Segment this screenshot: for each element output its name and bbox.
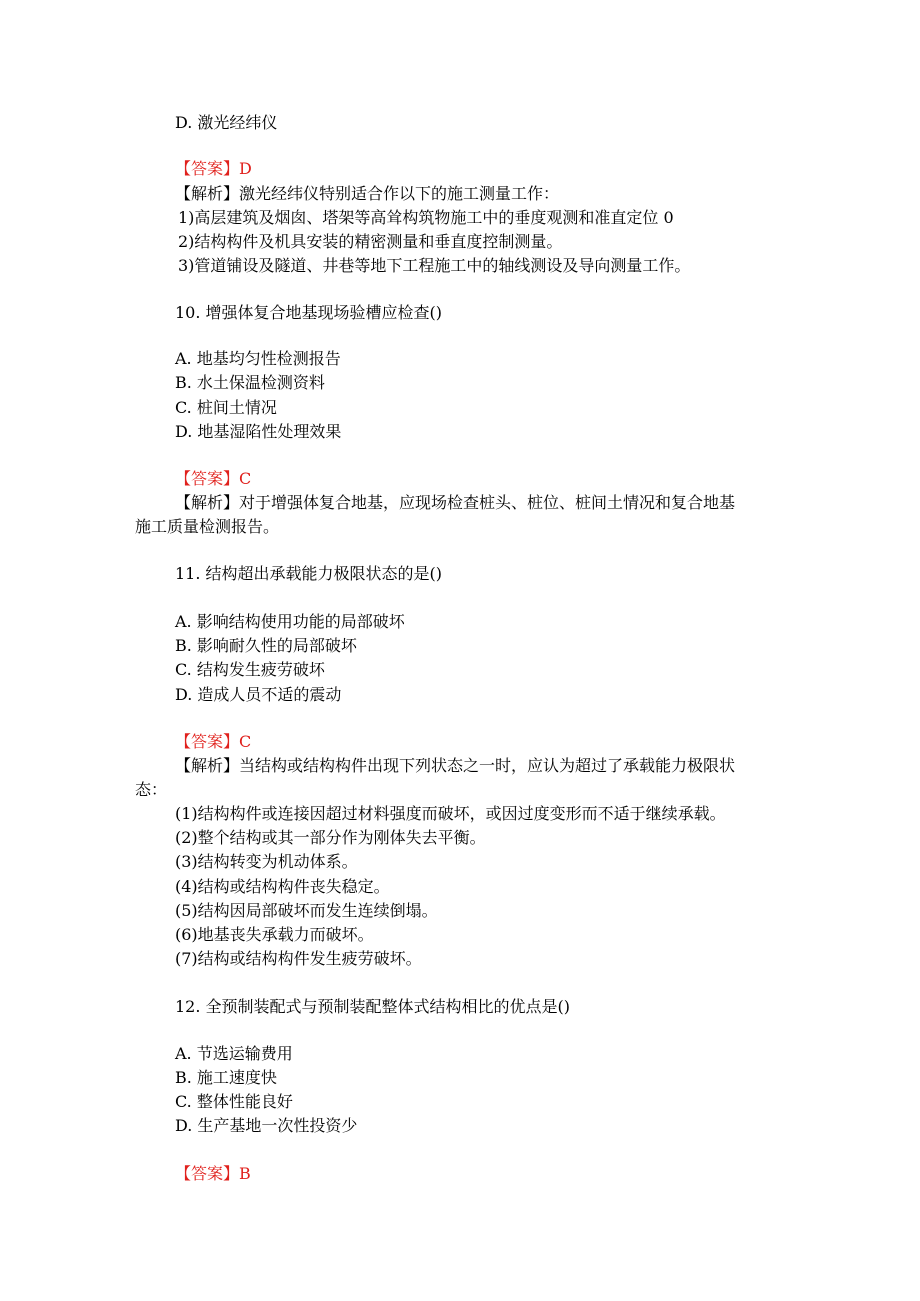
option-a: A. 影响结构使用功能的局部破坏 [175,612,405,631]
analysis-item: 3)管道铺设及隧道、井巷等地下工程施工中的轴线测设及导向测量工作。 [178,256,691,275]
analysis-item: (3)结构转变为机动体系。 [175,852,358,871]
question-title: 12. 全预制装配式与预制装配整体式结构相比的优点是() [175,997,571,1016]
analysis-text: 【解析】激光经纬仪特别适合作以下的施工测量工作： [175,184,560,203]
analysis-text: 【解析】当结构或结构构件出现下列状态之一时，应认为超过了承载能力极限状 [175,756,736,775]
analysis-item: 1)高层建筑及烟囱、塔架等高耸构筑物施工中的垂度观测和准直定位 0 [178,208,674,227]
analysis-text: 【解析】对于增强体复合地基，应现场检查桩头、桩位、桩间土情况和复合地基 [175,493,736,512]
option-b: B. 施工速度快 [175,1068,277,1087]
option-a: A. 节选运输费用 [175,1044,293,1063]
option-b: B. 影响耐久性的局部破坏 [175,636,357,655]
answer-label: 【答案】B [175,1164,251,1183]
option-c: C. 桩间土情况 [175,398,277,417]
analysis-item: (7)结构或结构构件发生疲劳破坏。 [175,949,422,968]
question-title: 11. 结构超出承载能力极限状态的是() [175,564,443,583]
option-c: C. 结构发生疲劳破坏 [175,660,325,679]
analysis-item: (6)地基丧失承载力而破坏。 [175,925,374,944]
answer-label: 【答案】C [175,732,252,751]
option-b: B. 水土保温检测资料 [175,373,325,392]
option-d: D. 地基湿陷性处理效果 [175,422,342,441]
option-c: C. 整体性能良好 [175,1092,293,1111]
option-d: D. 生产基地一次性投资少 [175,1116,358,1135]
analysis-item: (2)整个结构或其一部分作为刚体失去平衡。 [175,828,486,847]
option-d: D. 激光经纬仪 [175,113,278,132]
option-a: A. 地基均匀性检测报告 [175,349,341,368]
analysis-text: 态： [135,780,168,799]
answer-label: 【答案】D [175,159,252,178]
analysis-item: 2)结构构件及机具安装的精密测量和垂直度控制测量。 [178,232,563,251]
analysis-text: 施工质量检测报告。 [135,517,280,536]
analysis-item: (1)结构构件或连接因超过材料强度而破坏，或因过度变形而不适于继续承载。 [175,804,726,823]
option-d: D. 造成人员不适的震动 [175,685,342,704]
question-title: 10. 增强体复合地基现场验槽应检查() [175,303,443,322]
analysis-item: (5)结构因局部破坏而发生连续倒塌。 [175,901,438,920]
analysis-item: (4)结构或结构构件丧失稳定。 [175,877,390,896]
answer-label: 【答案】C [175,469,252,488]
